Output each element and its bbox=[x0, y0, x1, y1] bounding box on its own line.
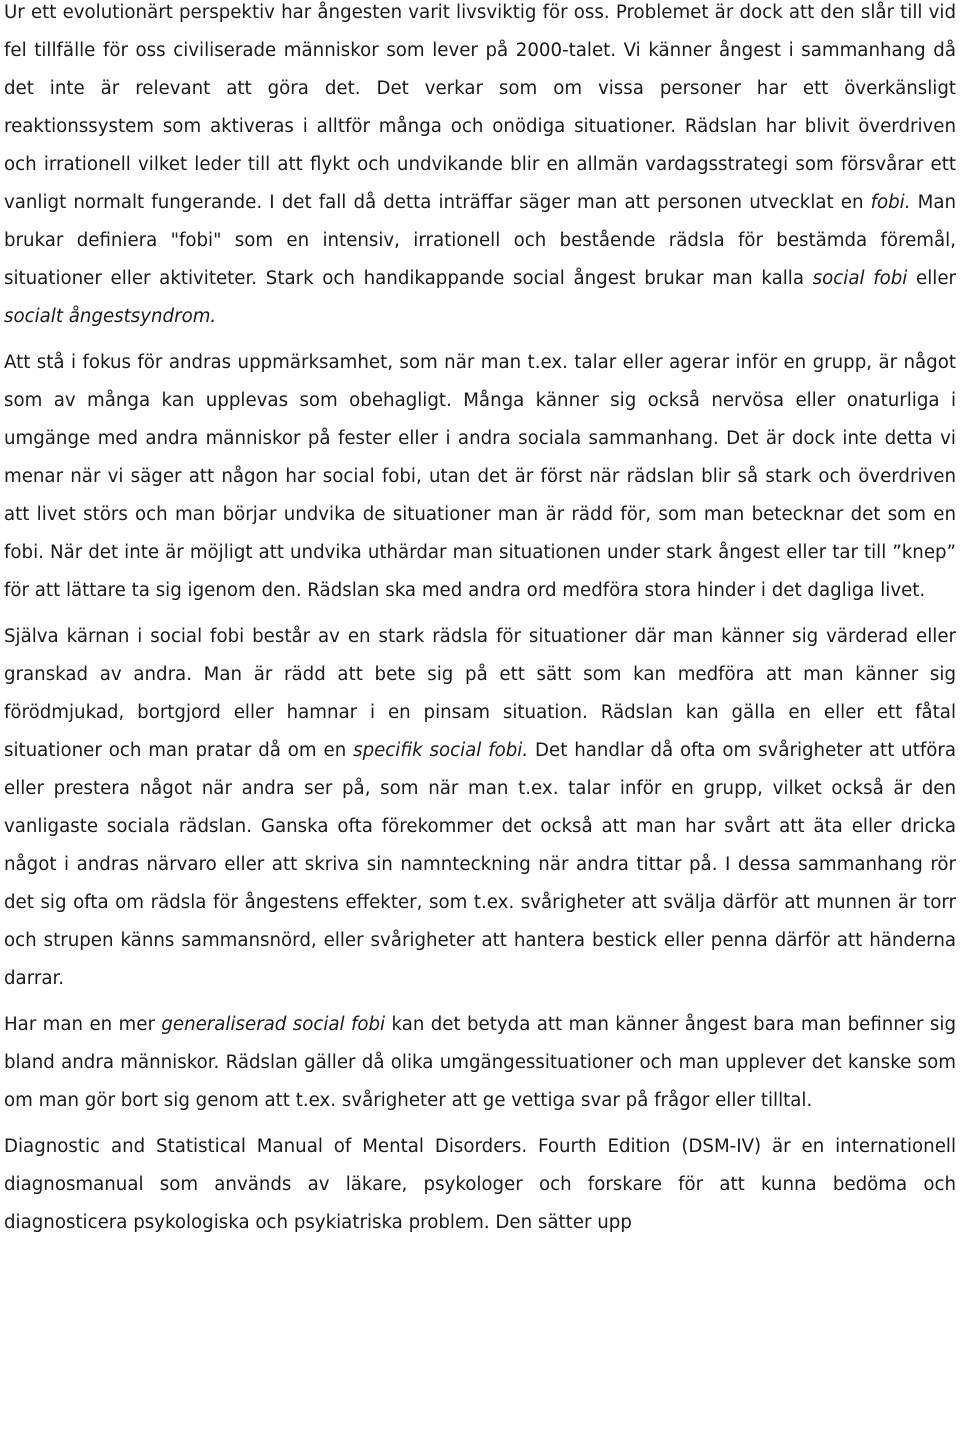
text-segment: Det handlar då ofta om svårigheter att utföra eller prestera något när andra ser på, som när man t.ex. talar inför en grupp, vilket också är den vanligaste sociala rädslan. Ganska ofta förekommer det också att man har svårt att äta eller dricka något i andras närvaro eller att skriva sin namnteckning när andra tittar på. I dessa sammanhang rör det sig ofta om rädsla för ångestens effekter, som t.ex. svårigheter att svälja därför att munnen är torr och strupen känns sammansnörd, eller svårigheter att hantera bestick eller penna därför att händerna darrar. bbox=[4, 740, 956, 989]
text-segment: Man brukar definiera "fobi" som en intensiv, irrationell och bestående rädsla för bestämda föremål, situationer eller aktiviteter. Stark och handikappande social ångest brukar man kalla bbox=[4, 192, 957, 289]
paragraph-evolutionary-perspective bbox=[4, 0, 956, 336]
text-segment: Ur ett evolutionärt perspektiv har ångesten varit livsviktig för oss. Problemet är dock att den slår till vid fel tillfälle för oss civiliserade människor som lever på 2000-talet. Vi känner ångest i sammanhang då det inte är relevant att göra det. Det verkar som om vissa personer har ett överkänsligt reaktionssystem som aktiveras i alltför många och onödiga situationer. Rädslan har blivit överdriven och irrationell vilket leder till att flykt och undvikande blir en allmän vardagsstrategi som försvårar ett vanligt normalt fungerande. I det fall då detta inträffar säger man att personen utvecklat en bbox=[4, 2, 956, 213]
emphasis-socialt-angestsyndrom: socialt ångestsyndrom. bbox=[4, 306, 217, 327]
paragraph-generalized-social-phobia bbox=[4, 1006, 956, 1120]
text-segment: Diagnostic and Statistical Manual of Mental Disorders. Fourth Edition (DSM-IV) är en internationell diagnosmanual som används av läkare, psykologer och forskare för att kunna bedöma och diagnosticera psykologiska och psykiatriska problem. Den sätter upp bbox=[4, 1136, 956, 1233]
text-segment: Har man en mer bbox=[4, 1014, 162, 1035]
emphasis-social-fobi: social fobi bbox=[812, 268, 908, 289]
emphasis-specifik-social-fobi: specifik social fobi. bbox=[353, 740, 529, 761]
paragraph-dsm-iv bbox=[4, 1128, 956, 1242]
text-segment: kan det betyda att man känner ångest bara man befinner sig bland andra människor. Rädslan gäller då olika umgängessituationer och man upplever det kanske som om man gör bort sig genom att t.ex. svårigheter att ge vettiga svar på frågor eller tilltal. bbox=[4, 1014, 956, 1111]
text-segment: Att stå i fokus för andras uppmärksamhet, som när man t.ex. talar eller agerar inför en grupp, är något som av många kan upplevas som obehagligt. Många känner sig också nervösa eller onaturliga i umgänge med andra människor på fester eller i andra sociala sammanhang. Det är dock inte detta vi menar när vi säger att någon har social fobi, utan det är först när rädslan blir så stark och överdriven att livet störs och man börjar undvika de situationer man är rädd för, som man betecknar det som en fobi. När det inte är möjligt att undvika uthärdar man situationen under stark ångest eller tar till ”knep” för att lättare ta sig igenom den. Rädslan ska med andra ord medföra stora hinder i det dagliga livet. bbox=[4, 352, 956, 601]
paragraph-focus-of-attention bbox=[4, 344, 956, 610]
text-segment: eller bbox=[907, 268, 956, 289]
emphasis-fobi: fobi. bbox=[870, 192, 911, 213]
emphasis-generaliserad-social-fobi: generaliserad social fobi bbox=[161, 1014, 386, 1035]
paragraph-core-of-social-phobia bbox=[4, 618, 956, 998]
text-segment: Själva kärnan i social fobi består av en stark rädsla för situationer där man känner sig värderad eller granskad av andra. Man är rädd att bete sig på ett sätt som kan medföra att man känner sig förödmjukad, bortgjord eller hamnar i en pinsam situation. Rädslan kan gälla en eller ett fåtal situationer och man pratar då om en bbox=[4, 626, 956, 761]
